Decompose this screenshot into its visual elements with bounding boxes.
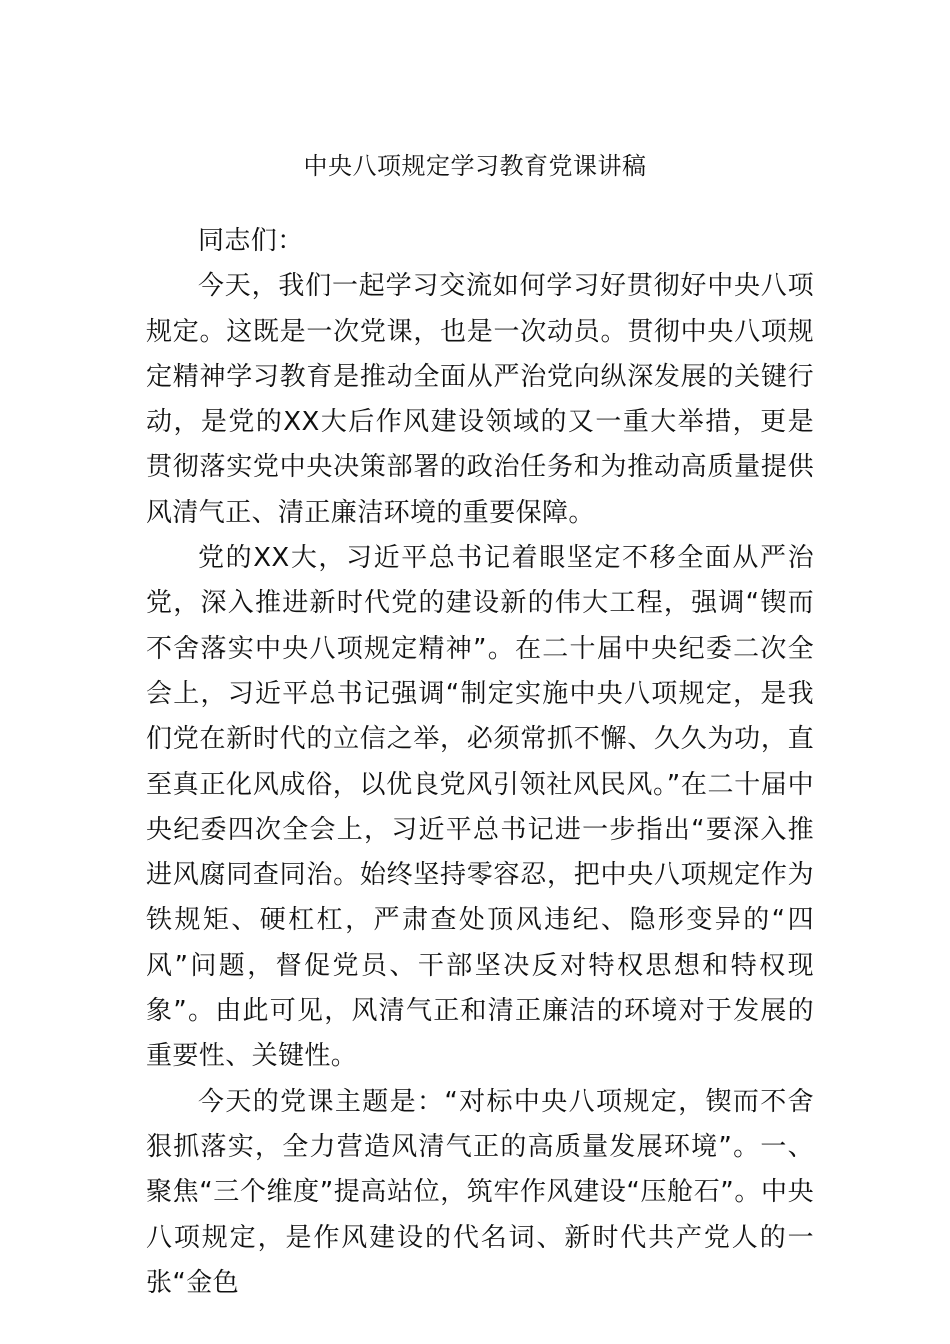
document-body: [146, 219, 814, 1306]
paragraph-3: 今天的党课主题是：“对标中央八项规定，锲而不舍狠抓落实，全力营造风清气正的高质量发展环境”。一、聚焦“三个维度”提高站位，筑牢作风建设“压舱石”。中央八项规定，是作风建设的代名词、新时代共产党人的一张“金色: [146, 1086, 814, 1298]
salutation: 同志们：: [198, 226, 304, 256]
document-title: 中央八项规定学习教育党课讲稿: [303, 152, 647, 180]
paragraph-1: 今天，我们一起学习交流如何学习好贯彻好中央八项规定。这既是一次党课，也是一次动员。贯彻中央八项规定精神学习教育是推动全面从严治党向纵深发展的关键行动，是党的XX大后作风建设领域的又一重大举措，更是贯彻落实党中央决策部署的政治任务和为推动高质量提供风清气正、清正廉洁环境的重要保障。: [146, 271, 814, 528]
paragraph-2: 党的XX大，习近平总书记着眼坚定不移全面从严治党，深入推进新时代党的建设新的伟大工程，强调“锲而不舍落实中央八项规定精神”。在二十届中央纪委二次全会上，习近平总书记强调“制定实施中央八项规定，是我们党在新时代的立信之举，必须常抓不懈、久久为功，直至真正化风成俗，以优良党风引领社风民风。”在二十届中央纪委四次全会上，习近平总书记进一步指出“要深入推进风腐同查同治。始终坚持零容忍，把中央八项规定作为铁规矩、硬杠杠，严肃查处顶风违纪、隐形变异的“四风”问题，督促党员、干部坚决反对特权思想和特权现象”。由此可见，风清气正和清正廉洁的环境对于发展的重要性、关键性。: [146, 543, 814, 1072]
